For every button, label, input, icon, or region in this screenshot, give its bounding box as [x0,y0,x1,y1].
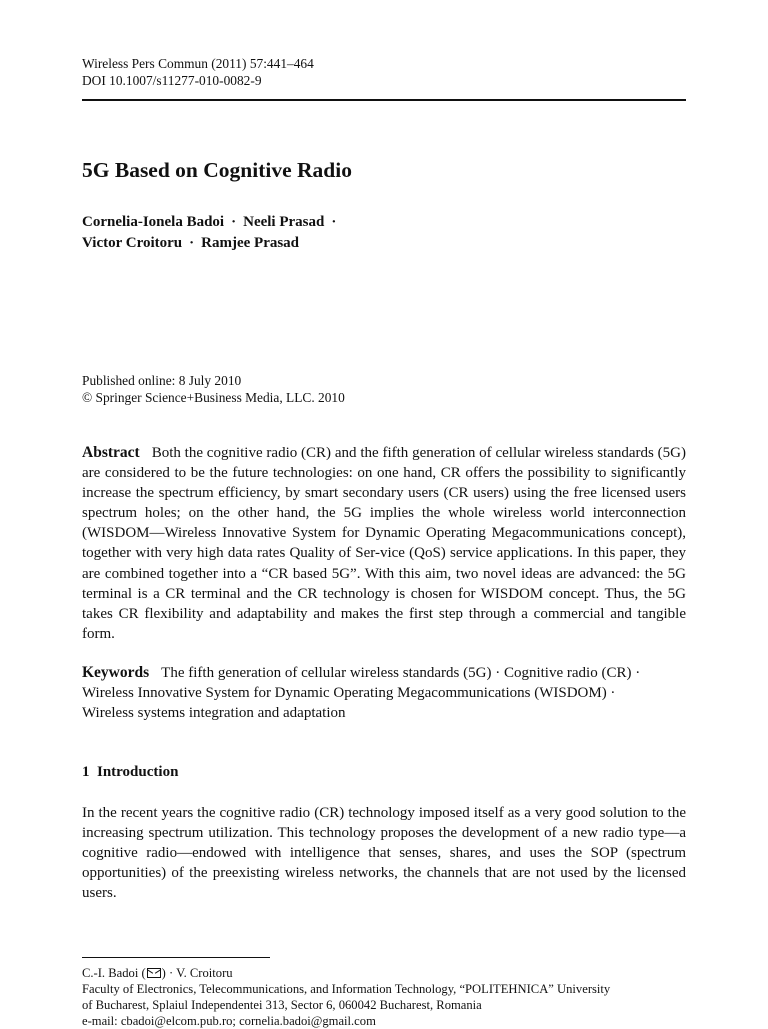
footnote-rule [82,957,270,958]
abstract-label: Abstract [82,444,140,461]
journal-citation: Wireless Pers Commun (2011) 57:441–464 [82,56,314,71]
journal-header [82,55,314,89]
author-line-1 [82,212,343,233]
published-online: Published online: 8 July 2010 [82,373,242,388]
author-name: Neeli Prasad [243,214,325,230]
footnote-authors: C.-I. Badoi ( ) · V. Croitoru [82,966,233,980]
author-separator: · [231,214,237,230]
footnote-author: · V. Croitoru [169,966,233,980]
author-name: Ramjee Prasad [201,234,300,251]
keywords-text: The fifth generation of cellular wireless standards (5G) · Cognitive radio (CR) · [161,665,641,681]
author-name: Victor Croitoru [82,234,183,251]
keywords-line-3: Wireless systems integration and adaptation [82,705,346,722]
keywords-line-1 [82,663,686,683]
affiliation-line: of Bucharest, Splaiul Independentei 313, Sector 6, 060042 Bucharest, Romania [82,998,482,1013]
keywords [82,663,686,723]
paper-title: 5G Based on Cognitive Radio [82,158,352,182]
author-list [82,212,343,253]
envelope-icon[interactable] [147,968,161,978]
abstract [82,443,686,644]
author-line-2 [82,233,343,254]
section-title: Introduction [97,764,179,780]
doi: DOI 10.1007/s11277-010-0082-9 [82,73,262,88]
author-separator: · [331,214,337,230]
author-name: Cornelia-Ionela Badoi [82,214,225,230]
keywords-label: Keywords [82,664,150,681]
copyright: © Springer Science+Business Media, LLC. 2010 [82,390,345,405]
footnote-author: C.-I. Badoi [82,966,139,980]
intro-paragraph: In the recent years the cognitive radio (CR) technology imposed itself as a very good solution to the increasing spectrum utilization. This technology proposes the development of a new radio type—a cognitive radio—endowed with intelligence that senses, shares, and uses the SOP (spectrum opportunities) of the preexisting wireless networks, the channels that are not used by the licensed users. [82,805,686,902]
abstract-text: Both the cognitive radio (CR) and the fifth generation of cellular wireless standards (5G) are considered to be the future technologies: on one hand, CR offers the possibility to significantly increase the spectrum efficiency, by smart secondary users (CR users) using the free licensed users spectrum holes; on the other hand, the 5G implies the whole wireless world interconnection (WISDOM—Wireless Innovative System for Dynamic Operating Megacommunications concept), together with very high data rates Quality of Ser-vice (QoS) service applications. In this paper, they are combined together into a “CR based 5G”. With this aim, two novel ideas are advanced: the 5G terminal is a CR terminal and the CR technology is chosen for WISDOM concept. Thus, the 5G takes CR flexibility and adaptability and makes the first step through a commercial and tangible form. [82,445,686,642]
header-rule [82,99,686,101]
footnote [82,965,686,1029]
publication-info [82,372,345,406]
author-separator: · [189,234,195,251]
section-heading [82,762,178,782]
email-line[interactable]: e-mail: cbadoi@elcom.pub.ro; cornelia.badoi@gmail.com [82,1014,376,1029]
keywords-line-2: Wireless Innovative System for Dynamic Operating Megacommunications (WISDOM) · [82,685,616,702]
section-number: 1 [82,764,90,780]
affiliation-line: Faculty of Electronics, Telecommunications, and Information Technology, “POLITEHNICA” University [82,982,611,997]
